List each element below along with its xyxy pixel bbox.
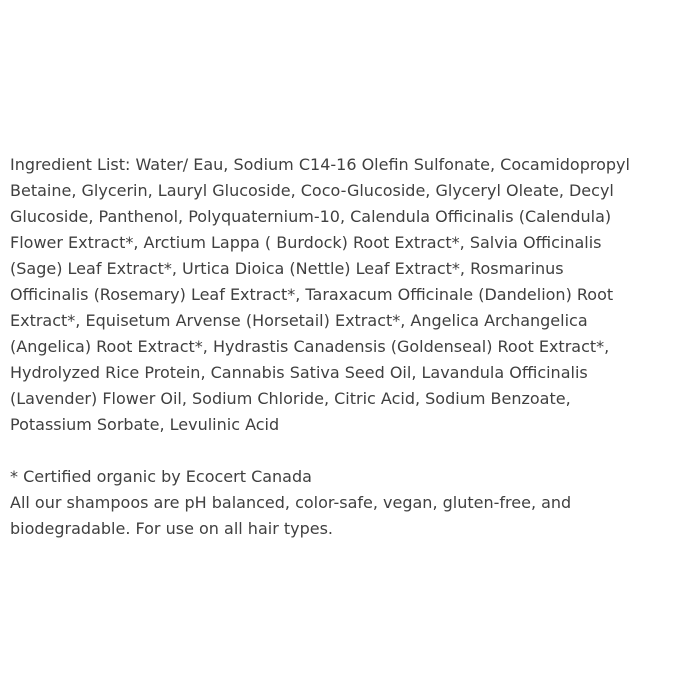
ingredient-line: Ingredient List: Water/ Eau, Sodium C14-16 Olefin Sulfonate, Cocamidopropyl [10,155,630,174]
ingredient-line: (Angelica) Root Extract*, Hydrastis Canadensis (Goldenseal) Root Extract*, [10,337,610,356]
product-details [10,152,686,542]
ingredient-line: Glucoside, Panthenol, Polyquaternium-10, Calendula Officinalis (Calendula) [10,207,612,226]
product-notes [10,464,686,542]
ingredient-line: Hydrolyzed Rice Protein, Cannabis Sativa Seed Oil, Lavandula Officinalis [10,363,588,382]
product-description: biodegradable. For use on all hair types. [10,519,334,538]
ingredient-line: (Lavender) Flower Oil, Sodium Chloride, Citric Acid, Sodium Benzoate, [10,389,571,408]
ingredient-line: Officinalis (Rosemary) Leaf Extract*, Taraxacum Officinale (Dandelion) Root [10,285,614,304]
certification-note: * Certified organic by Ecocert Canada [10,467,312,486]
ingredient-line: Potassium Sorbate, Levulinic Acid [10,415,280,434]
ingredient-line: Extract*, Equisetum Arvense (Horsetail) Extract*, Angelica Archangelica [10,311,588,330]
product-description: All our shampoos are pH balanced, color-safe, vegan, gluten-free, and [10,493,572,512]
ingredient-line: Flower Extract*, Arctium Lappa ( Burdock) Root Extract*, Salvia Officinalis [10,233,602,252]
ingredient-line: (Sage) Leaf Extract*, Urtica Dioica (Nettle) Leaf Extract*, Rosmarinus [10,259,564,278]
ingredient-line: Betaine, Glycerin, Lauryl Glucoside, Coco-Glucoside, Glyceryl Oleate, Decyl [10,181,614,200]
ingredient-list [10,152,686,438]
